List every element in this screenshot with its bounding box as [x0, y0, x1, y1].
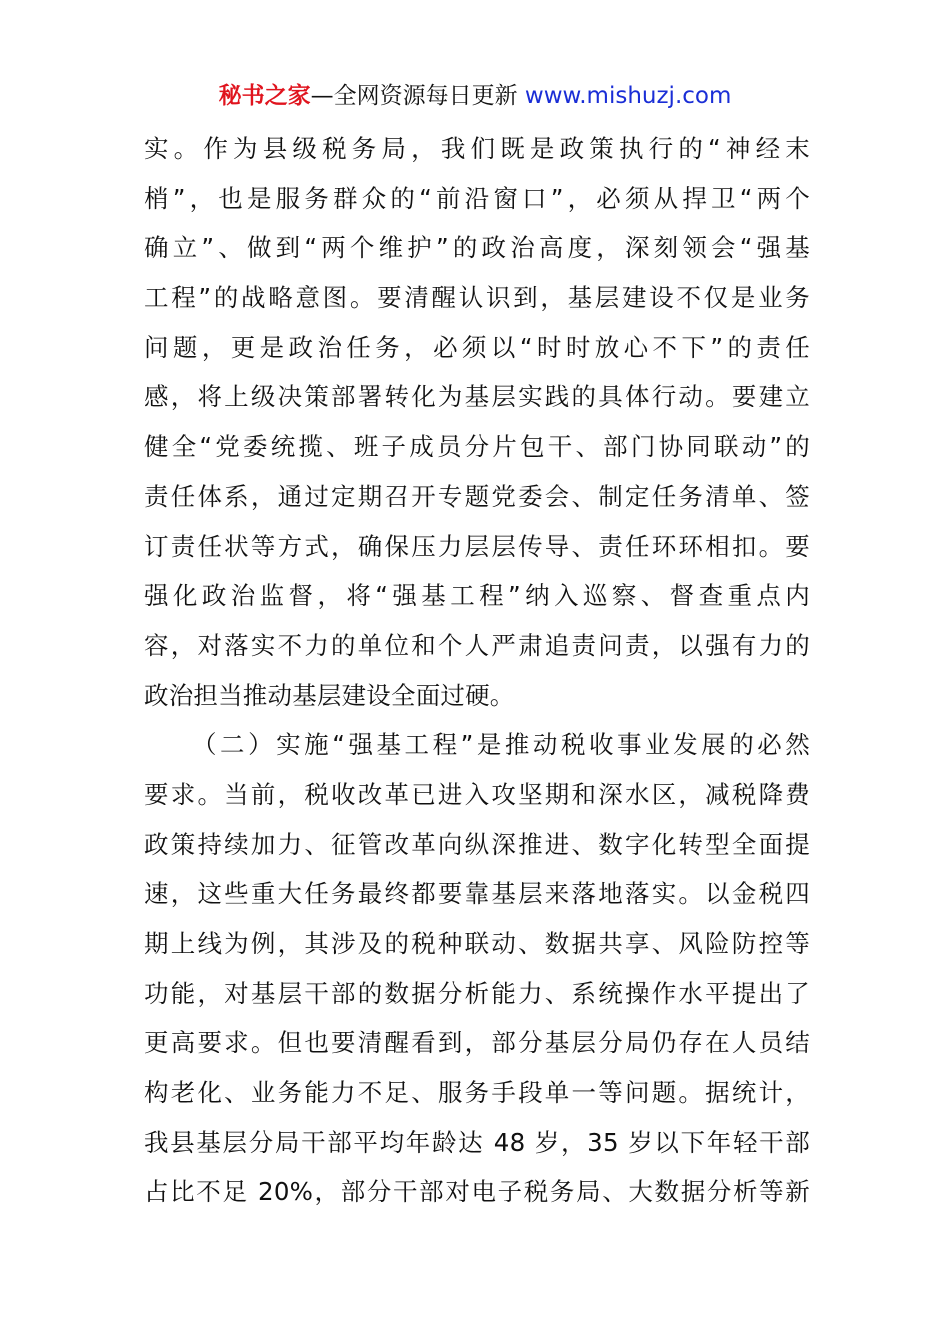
text-line: 政策持续加力、征管改革向纵深推进、数字化转型全面提 — [144, 829, 810, 859]
header-brand: 秘书之家 — [218, 83, 311, 109]
header-site-link[interactable]: www.mishuzj.com — [524, 83, 732, 109]
text-line: 订责任状等方式，确保压力层层传导、责任环环相扣。要 — [144, 531, 810, 561]
text-line: 梢”，也是服务群众的“前沿窗口”，必须从捍卫“两个 — [144, 183, 810, 213]
text-line: 构老化、业务能力不足、服务手段单一等问题。据统计， — [144, 1078, 810, 1108]
text-line: 确立”、做到“两个维护”的政治高度，深刻领会“强基 — [144, 233, 810, 263]
text-line: 实。作为县级税务局，我们既是政策执行的“神经末 — [144, 134, 810, 163]
text-line: 期上线为例，其涉及的税种联动、数据共享、风险防控等 — [144, 929, 810, 958]
text-line: 感，将上级决策部署转化为基层实践的具体行动。要建立 — [144, 382, 810, 412]
text-line: 工程”的战略意图。要清醒认识到，基层建设不仅是业务 — [144, 283, 810, 313]
page-header — [0, 80, 950, 112]
header-tagline: —全网资源每日更新 — [310, 83, 518, 109]
text-line: 占比不足 20%，部分干部对电子税务局、大数据分析等新 — [144, 1177, 810, 1207]
text-line: 健全“党委统揽、班子成员分片包干、部门协同联动”的 — [144, 432, 810, 462]
text-line: 问题，更是政治任务，必须以“时时放心不下”的责任 — [144, 332, 810, 362]
text-line: 要求。当前，税收改革已进入攻坚期和深水区，减税降费 — [144, 779, 810, 809]
text-line: 我县基层分局干部平均年龄达 48 岁，35 岁以下年轻干部 — [144, 1127, 810, 1157]
text-line: 更高要求。但也要清醒看到，部分基层分局仍存在人员结 — [144, 1028, 810, 1058]
text-line: 容，对落实不力的单位和个人严肃追责问责，以强有力的 — [144, 630, 810, 660]
text-line: 速，这些重大任务最终都要靠基层来落地落实。以金税四 — [144, 879, 810, 909]
paragraph-end-line: 政治担当推动基层建设全面过硬。 — [144, 680, 515, 710]
text-line: 功能，对基层干部的数据分析能力、系统操作水平提出了 — [144, 978, 810, 1008]
text-line: 强化政治监督，将“强基工程”纳入巡察、督查重点内 — [144, 581, 810, 611]
section-heading-line: （二）实施“强基工程”是推动税收事业发展的必然 — [192, 730, 810, 760]
document-body — [144, 124, 810, 1217]
text-line: 责任体系，通过定期召开专题党委会、制定任务清单、签 — [144, 481, 810, 511]
